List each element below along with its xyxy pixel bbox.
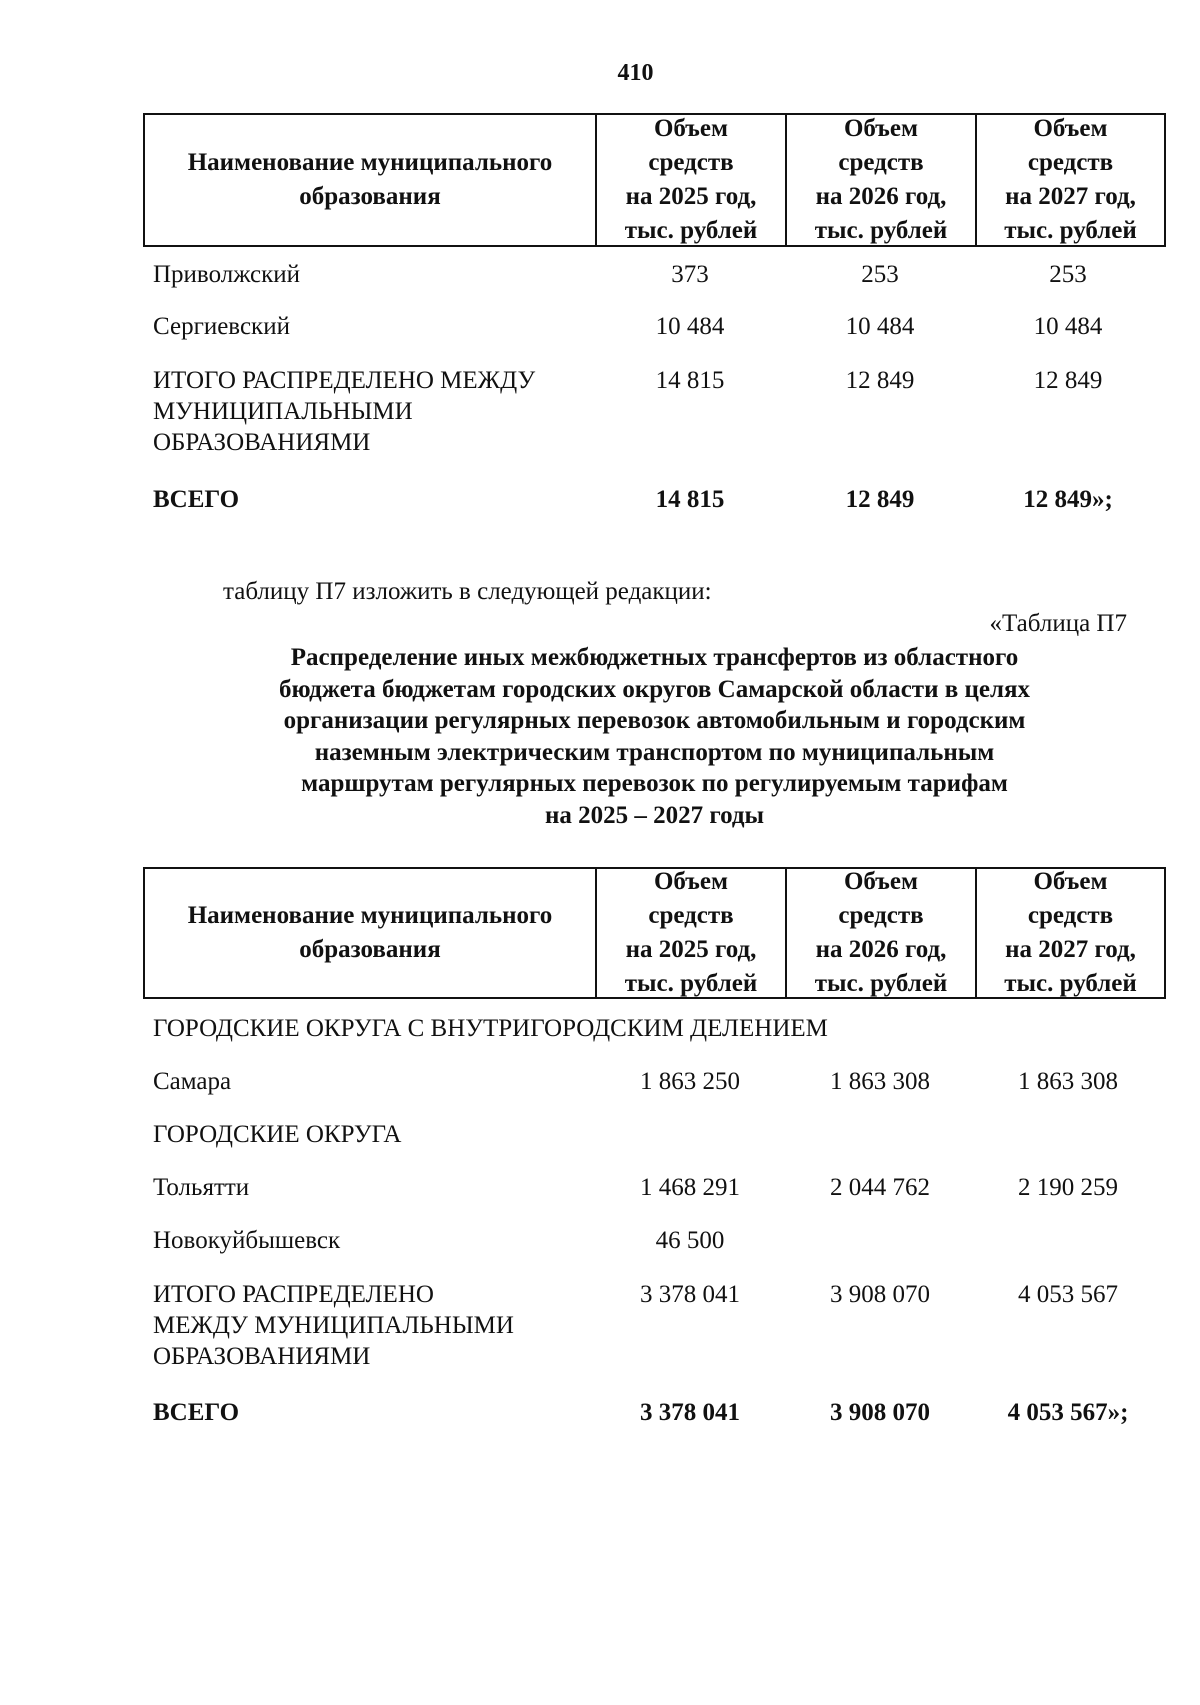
value-2027: 2 190 259 <box>1018 1174 1118 1201</box>
section-heading: ГОРОДСКИЕ ОКРУГА <box>153 1121 402 1148</box>
instruction-text: таблицу П7 изложить в следующей редакции: <box>223 578 712 605</box>
subtotal-label: ИТОГО РАСПРЕДЕЛЕНО МЕЖДУ МУНИЦИПАЛЬНЫМИ ОБРАЗОВАНИЯМИ <box>153 367 536 456</box>
table-title: Распределение иных межбюджетных трансфертов из областного бюджета бюджетам городских округов Самарской области в целях организации регулярных перевозок автомобильным и городским наземным электрическим транспортом по муниципальным маршрутам регулярных перевозок по регулируемым тарифам на 2025 – 2027 годы <box>278 644 1031 829</box>
page-number: 410 <box>617 60 654 86</box>
total-2027: 4 053 567»; <box>1007 1399 1129 1426</box>
section-heading: ГОРОДСКИЕ ОКРУГА С ВНУТРИГОРОДСКИМ ДЕЛЕНИЕМ <box>153 1015 828 1042</box>
municipality-name: Приволжский <box>153 261 301 288</box>
total-2027: 12 849»; <box>1023 486 1113 513</box>
value-2025: 373 <box>671 261 709 288</box>
value-2025: 1 468 291 <box>640 1174 740 1201</box>
total-label: ВСЕГО <box>153 486 240 513</box>
header-name-column: Наименование муниципального образования <box>187 149 553 210</box>
value-2026: 3 908 070 <box>830 1281 930 1308</box>
value-2027: 253 <box>1049 261 1087 288</box>
table1-header <box>143 113 1166 247</box>
value-2027: 4 053 567 <box>1018 1281 1118 1308</box>
municipality-name: Самара <box>153 1068 232 1095</box>
value-2027: 12 849 <box>1033 367 1103 394</box>
header-2026-column: Объем средств на 2026 год, тыс. рублей <box>785 869 975 997</box>
value-2027: 10 484 <box>1033 313 1103 340</box>
municipality-name: Тольятти <box>153 1174 250 1201</box>
total-2025: 3 378 041 <box>640 1399 740 1426</box>
header-2025-column: Объем средств на 2025 год, тыс. рублей <box>595 869 785 997</box>
municipality-name: Сергиевский <box>153 313 290 340</box>
header-2027-column: Объем средств на 2027 год, тыс. рублей <box>975 115 1164 245</box>
table-label: «Таблица П7 <box>989 610 1127 637</box>
total-2026: 3 908 070 <box>830 1399 930 1426</box>
subtotal-label: ИТОГО РАСПРЕДЕЛЕНО МЕЖДУ МУНИЦИПАЛЬНЫМИ ОБРАЗОВАНИЯМИ <box>153 1281 514 1370</box>
header-2026-column: Объем средств на 2026 год, тыс. рублей <box>785 115 975 245</box>
value-2025: 1 863 250 <box>640 1068 740 1095</box>
value-2026: 2 044 762 <box>830 1174 930 1201</box>
value-2026: 10 484 <box>845 313 915 340</box>
municipality-name: Новокуйбышевск <box>153 1227 341 1254</box>
value-2025: 14 815 <box>655 367 725 394</box>
header-2025-column: Объем средств на 2025 год, тыс. рублей <box>595 115 785 245</box>
table2-header <box>143 867 1166 999</box>
value-2026: 12 849 <box>845 367 915 394</box>
value-2025: 10 484 <box>655 313 725 340</box>
total-2026: 12 849 <box>845 486 915 513</box>
value-2026: 1 863 308 <box>830 1068 930 1095</box>
value-2026: 253 <box>861 261 899 288</box>
value-2027: 1 863 308 <box>1018 1068 1118 1095</box>
header-2027-column: Объем средств на 2027 год, тыс. рублей <box>975 869 1164 997</box>
total-label: ВСЕГО <box>153 1399 240 1426</box>
value-2025: 46 500 <box>655 1227 725 1254</box>
value-2025: 3 378 041 <box>640 1281 740 1308</box>
total-2025: 14 815 <box>655 486 725 513</box>
header-name-column: Наименование муниципального образования <box>187 902 553 963</box>
